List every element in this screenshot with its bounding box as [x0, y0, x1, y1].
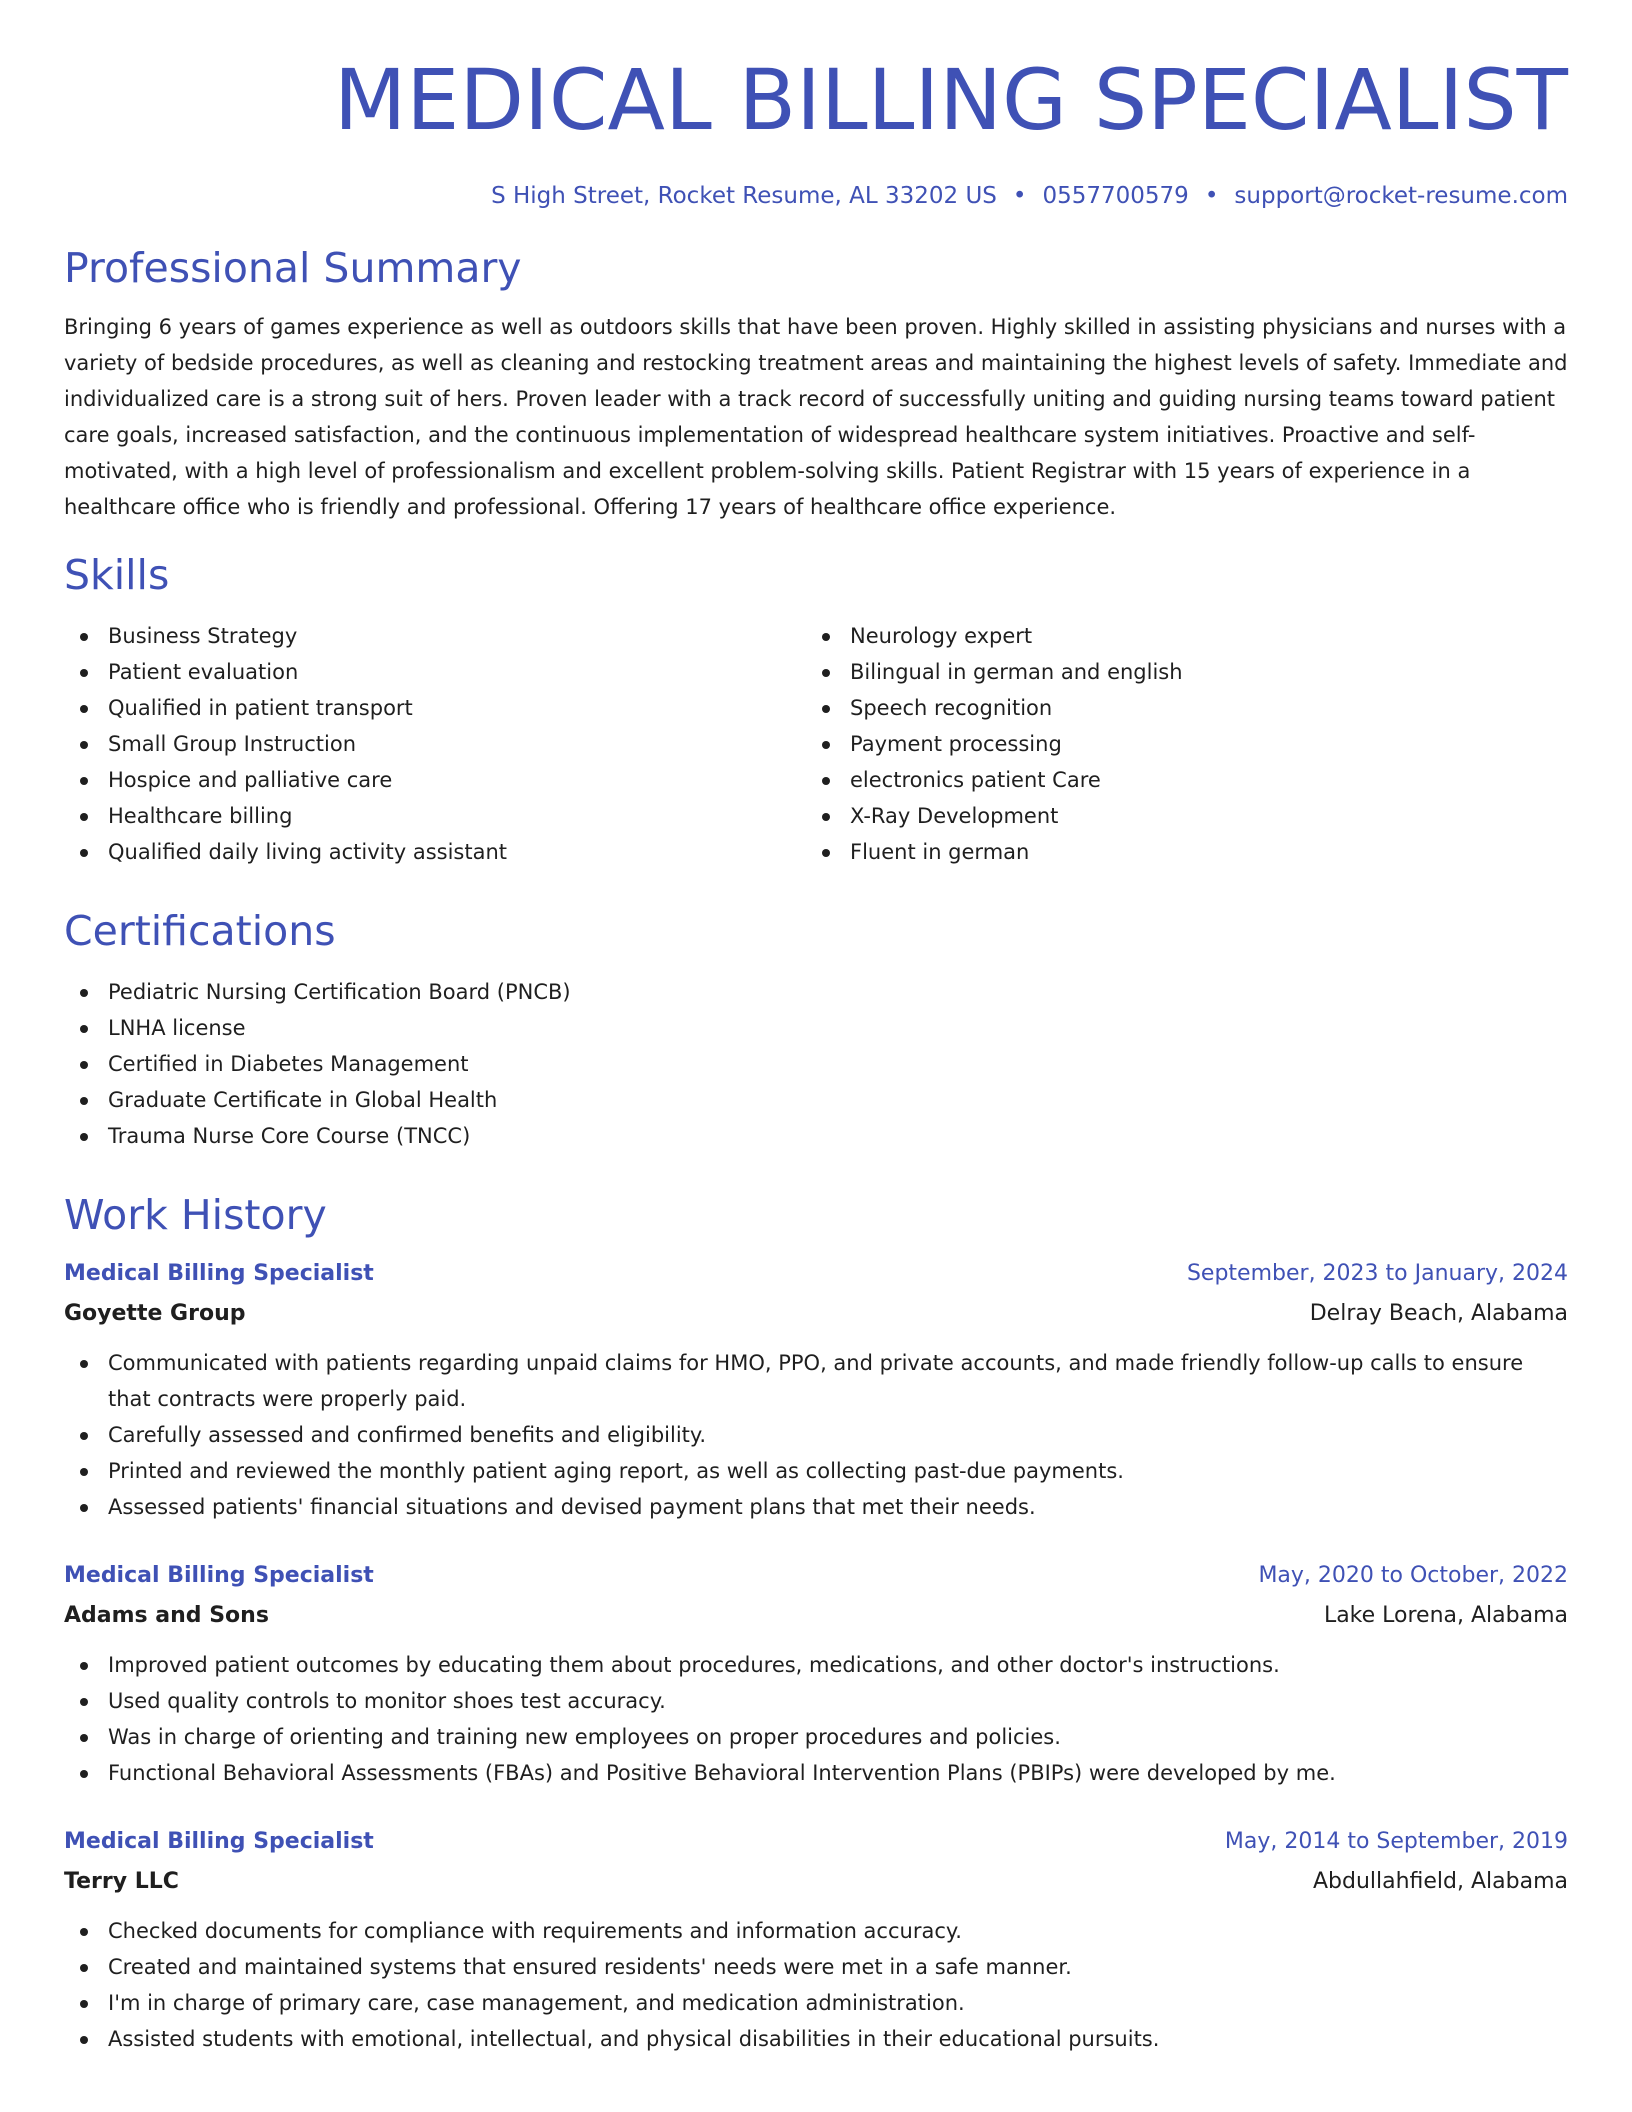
contact-address: S High Street, Rocket Resume, AL 33202 US — [491, 183, 997, 209]
certification-item: Graduate Certificate in Global Health — [64, 1082, 1568, 1118]
job-company-row — [64, 1594, 1568, 1634]
skill-item: Fluent in german — [806, 834, 1548, 870]
section-title-summary: Professional Summary — [64, 244, 522, 292]
job-company-row — [64, 1292, 1568, 1332]
skill-item: electronics patient Care — [806, 762, 1548, 798]
certifications-list — [64, 974, 1568, 1154]
job-bullet: Assisted students with emotional, intellectual, and physical disabilities in their educational pursuits. — [64, 2021, 1568, 2057]
skills-list-right — [806, 618, 1548, 870]
job-bullets — [64, 1345, 1568, 1525]
job-bullet: Checked documents for compliance with requirements and information accuracy. — [64, 1913, 1568, 1949]
contact-phone: 0557700579 — [1042, 183, 1189, 209]
certification-item: Trauma Nurse Core Course (TNCC) — [64, 1118, 1568, 1154]
skill-item: Payment processing — [806, 726, 1548, 762]
job-entry — [64, 1558, 1568, 1791]
job-bullet: Improved patient outcomes by educating them about procedures, medications, and other doctor's instructions. — [64, 1647, 1568, 1683]
skill-item: X-Ray Development — [806, 798, 1548, 834]
skill-item: Patient evaluation — [64, 654, 806, 690]
job-title: Medical Billing Specialist — [64, 1563, 374, 1588]
skill-item: Speech recognition — [806, 690, 1548, 726]
job-bullet: Carefully assessed and confirmed benefits and eligibility. — [64, 1417, 1568, 1453]
job-location: Delray Beach, Alabama — [1309, 1301, 1568, 1326]
job-bullet: Communicated with patients regarding unpaid claims for HMO, PPO, and private accounts, and made friendly follow-up calls to ensure that contracts were properly paid. — [64, 1345, 1568, 1417]
contact-separator: • — [1204, 183, 1219, 209]
skills-list-left — [64, 618, 806, 870]
job-bullet: Created and maintained systems that ensured residents' needs were met in a safe manner. — [64, 1949, 1568, 1985]
job-location: Lake Lorena, Alabama — [1323, 1603, 1568, 1628]
job-bullet: Printed and reviewed the monthly patient aging report, as well as collecting past-due payments. — [64, 1453, 1568, 1489]
job-header-row — [64, 1256, 1568, 1292]
contact-separator: • — [1012, 183, 1027, 209]
job-title: Medical Billing Specialist — [64, 1829, 374, 1854]
job-bullet: Functional Behavioral Assessments (FBAs) and Positive Behavioral Intervention Plans (PBIPs) were developed by me. — [64, 1755, 1568, 1791]
certification-item: Pediatric Nursing Certification Board (PNCB) — [64, 974, 1568, 1010]
job-bullets — [64, 1913, 1568, 2057]
job-bullets — [64, 1647, 1568, 1791]
skill-item: Bilingual in german and english — [806, 654, 1548, 690]
job-company: Terry LLC — [64, 1869, 179, 1894]
certification-item: Certified in Diabetes Management — [64, 1046, 1568, 1082]
skill-item: Qualified in patient transport — [64, 690, 806, 726]
job-bullet: Assessed patients' financial situations and devised payment plans that met their needs. — [64, 1489, 1568, 1525]
skill-item: Business Strategy — [64, 618, 806, 654]
job-dates: May, 2014 to September, 2019 — [1224, 1829, 1568, 1854]
section-title-certifications: Certifications — [64, 907, 336, 955]
job-entry — [64, 1824, 1568, 2057]
job-bullet: Used quality controls to monitor shoes test accuracy. — [64, 1683, 1568, 1719]
contact-line — [64, 180, 1568, 212]
resume-name-title: MEDICAL BILLING SPECIALIST — [333, 51, 1568, 149]
certification-item: LNHA license — [64, 1010, 1568, 1046]
job-dates: May, 2020 to October, 2022 — [1258, 1563, 1568, 1588]
skill-item: Neurology expert — [806, 618, 1548, 654]
job-dates: September, 2023 to January, 2024 — [1186, 1261, 1568, 1286]
skill-item: Qualified daily living activity assistant — [64, 834, 806, 870]
job-location: Abdullahfield, Alabama — [1312, 1869, 1568, 1894]
job-company: Goyette Group — [64, 1301, 246, 1326]
job-header-row — [64, 1824, 1568, 1860]
section-title-skills: Skills — [64, 551, 170, 599]
job-bullet: I'm in charge of primary care, case management, and medication administration. — [64, 1985, 1568, 2021]
job-company: Adams and Sons — [64, 1603, 269, 1628]
skills-grid — [64, 618, 1568, 870]
skill-item: Small Group Instruction — [64, 726, 806, 762]
summary-text: Bringing 6 years of games experience as well as outdoors skills that have been proven. Highly skilled in assisting physicians and nurses with a variety of bedside procedures, as well as cleaning and restocking treatment areas and maintaining the highest levels of safety. Immediate and individualized care is a strong suit of hers. Proven leader with a track record of successfully uniting and guiding nursing teams toward patient care goals, increased satisfaction, and the continuous implementation of widespread healthcare system initiatives. Proactive and self-motivated, with a high level of professionalism and excellent problem-solving skills. Patient Registrar with 15 years of experience in a healthcare office who is friendly and professional. Offering 17 years of healthcare office experience. — [64, 315, 1568, 519]
job-company-row — [64, 1860, 1568, 1900]
section-title-work-history: Work History — [64, 1191, 327, 1239]
skill-item: Hospice and palliative care — [64, 762, 806, 798]
contact-email: support@rocket-resume.com — [1234, 183, 1568, 209]
job-bullet: Was in charge of orienting and training new employees on proper procedures and policies. — [64, 1719, 1568, 1755]
job-header-row — [64, 1558, 1568, 1594]
job-entry — [64, 1256, 1568, 1525]
job-title: Medical Billing Specialist — [64, 1261, 374, 1286]
skill-item: Healthcare billing — [64, 798, 806, 834]
